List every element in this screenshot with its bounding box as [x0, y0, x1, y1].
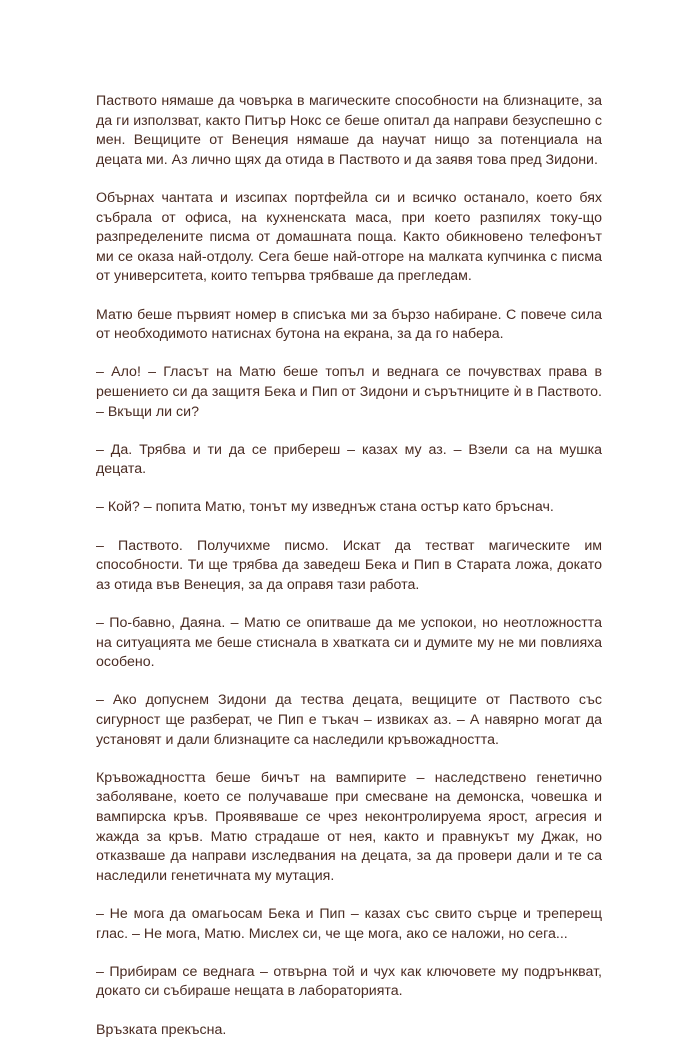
paragraph: – По-бавно, Даяна. – Матю се опитваше да ме успокои, но неотложността на ситуацията ме беше стиснала в хватката си и думите му не ми повлияха особено.: [96, 614, 602, 673]
paragraph: Връзката прекъсна.: [96, 1021, 602, 1040]
paragraph: – Ако допуснем Зидони да тества децата, вещиците от Паството със сигурност ще разберат, че Пип е тъкач – извиках аз. – А навярно могат да установят и дали близнаците са наследили кръвожадността.: [96, 691, 602, 750]
paragraph: – Паството. Получихме писмо. Искат да тестват магическите им способности. Ти ще трябва да заведеш Бека и Пип в Старата ложа, докато аз отида във Венеция, за да оправя тази работа.: [96, 537, 602, 596]
paragraph: – Кой? – попита Матю, тонът му изведнъж стана остър като бръснач.: [96, 498, 602, 518]
paragraph: – Ало! – Гласът на Матю беше топъл и веднага се почувствах права в решението си да защитя Бека и Пип от Зидони и сърътниците ѝ в Паството. – Вкъщи ли си?: [96, 363, 602, 422]
paragraph: – Не мога да омагьосам Бека и Пип – казах със свито сърце и треперещ глас. – Не мога, Матю. Мислех си, че ще мога, ако се наложи, но сега...: [96, 905, 602, 944]
paragraph: Обърнах чантата и изсипах портфейла си и всичко останало, което бях събрала от офиса, на кухненската маса, при което разпилях току-що разпределените писма от домашната поща. Както обикновено телефонът ми се оказа най-отдолу. Сега беше най-отгоре на малката купчинка с писма от университета, които тепърва трябваше да прегледам.: [96, 189, 602, 287]
paragraph: – Да. Трябва и ти да се прибереш – казах му аз. – Взели са на мушка децата.: [96, 441, 602, 480]
document-page: [96, 92, 602, 1040]
paragraph: – Прибирам се веднага – отвърна той и чух как ключовете му подрънкват, докато си събираше нещата в лабораторията.: [96, 963, 602, 1002]
paragraph: Матю беше първият номер в списъка ми за бързо набиране. С повече сила от необходимото натиснах бутона на екрана, за да го набера.: [96, 306, 602, 345]
paragraph: Паството нямаше да човърка в магическите способности на близнаците, за да ги използват, както Питър Нокс се беше опитал да направи безуспешно с мен. Вещиците от Венеция нямаше да научат нищо за потенциала на децата ми. Аз лично щях да отида в Паството и да заявя това пред Зидони.: [96, 92, 602, 170]
paragraph: Кръвожадността беше бичът на вампирите – наследствено генетично заболяване, което се получаваше при смесване на демонска, човешка и вампирска кръв. Проявяваше се чрез неконтролируема ярост, агресия и жажда за кръв. Матю страдаше от нея, както и правнукът му Джак, но отказваше да направи изследвания на децата, за да провери дали и те са наследили генетичната му мутация.: [96, 769, 602, 887]
